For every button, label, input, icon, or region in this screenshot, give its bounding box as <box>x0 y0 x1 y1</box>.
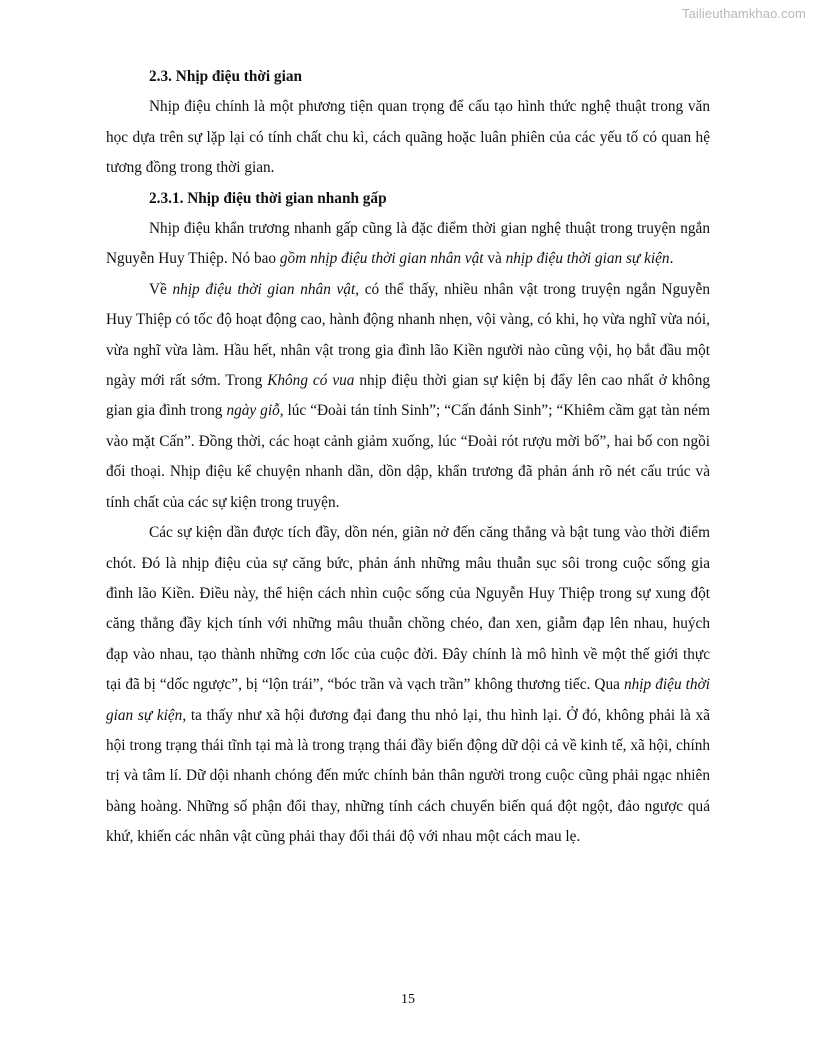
page-number: 15 <box>401 992 415 1007</box>
text-run: Các sự kiện dần được tích đầy, dồn nén, giãn nở đến căng thẳng và bật tung vào thời điểm chót. Đó là nhịp điệu của sự căng bức, phản ánh những mâu thuẫn sục sôi trong cuộc sống gia đình lão Kiền. Điều này, thể hiện cách nhìn cuộc sống của Nguyễn Huy Thiệp trong sự xung đột căng thẳng đầy kịch tính với những mâu thuẫn chồng chéo, đan xen, giẫm đạp lên nhau, huých đạp vào nhau, tạo thành những cơn lốc của cuộc đời. Đây chính là mô hình về một thế giới thực tại đã bị “dốc ngược”, bị “lộn trái”, “bóc trần và vạch trần” không thương tiếc. Qua <box>106 524 710 694</box>
paragraph-3 <box>106 275 710 518</box>
italic-run: nhịp điệu thời gian sự kiện <box>505 250 670 268</box>
text-run: , có thể thấy, nhiều nhân vật trong truyện ngắn Nguyễn Huy Thiệp có tốc độ hoạt động cao, hành động nhanh nhẹn, vội vàng, có khi, họ vừa nghĩ vừa nói, vừa nghĩ vừa làm. Hầu hết, nhân vật trong gia đình lão Kiền người nào cũng vội, họ bắt đầu một ngày mới rất sớm. Trong <box>106 280 710 390</box>
subsection-heading: 2.3.1. Nhịp điệu thời gian nhanh gấp <box>149 189 387 207</box>
paragraph-1: Nhịp điệu chính là một phương tiện quan trọng để cấu tạo hình thức nghệ thuật trong văn học dựa trên sự lặp lại có tính chất chu kì, cách quãng hoặc luân phiên của các yếu tố có quan hệ tương đồng trong thời gian. <box>106 98 710 177</box>
text-run: lúc “Đoài tán tỉnh Sinh”; “Cấn đánh Sinh”; “Khiêm cầm gạt tàn ném vào mặt Cấn”. Đồng thời, các hoạt cảnh giảm xuống, lúc “Đoài rót rượu mời bố”, hai bố con ngồi đối thoại. Nhịp điệu kể chuyện nhanh dần, dồn dập, khẩn trương đã phản ánh rõ nét cấu trúc và tính chất của các sự kiện trong truyện. <box>106 402 710 511</box>
italic-run: nhịp điệu thời gian sự kiện <box>106 676 710 724</box>
text-run: nhịp điệu thời gian sự kiện bị đẩy lên cao nhất ở không gian gia đình trong <box>106 372 710 420</box>
text-run: và <box>483 250 506 268</box>
italic-run: gồm nhịp điệu thời gian nhân vật <box>279 250 484 268</box>
page-body <box>106 62 710 853</box>
text-run: Nhịp điệu khẩn trương nhanh gấp cũng là đặc điểm thời gian nghệ thuật trong truyện ngắn Nguyễn Huy Thiệp. Nó bao <box>106 220 710 268</box>
italic-run: ngày giỗ, <box>226 402 284 420</box>
italic-run: nhịp điệu thời gian nhân vật <box>172 280 356 298</box>
paragraph-4 <box>106 518 710 852</box>
section-heading: 2.3. Nhịp điệu thời gian <box>149 68 302 85</box>
text-run: , ta thấy như xã hội đương đại đang thu nhỏ lại, thu hình lại. Ở đó, không phải là xã hội trong trạng thái tĩnh tại mà là trong trạng thái đầy biến động dữ dội cả về kinh tế, xã hội, chính trị và tâm lí. Dữ dội nhanh chóng đến mức chính bản thân người trong cuộc cũng phải ngạc nhiên bàng hoàng. Những số phận đổi thay, những tính cách chuyển biến quá đột ngột, đảo ngược quá khứ, khiến các nhân vật cũng phải thay đổi thái độ với nhau một cách mau lẹ. <box>106 706 710 846</box>
italic-run: Không có vua <box>267 372 355 390</box>
text-run: Về <box>149 280 173 298</box>
text-run: . <box>669 250 674 268</box>
watermark: Tailieuthamkhao.com <box>681 6 806 21</box>
paragraph-2 <box>106 214 710 275</box>
